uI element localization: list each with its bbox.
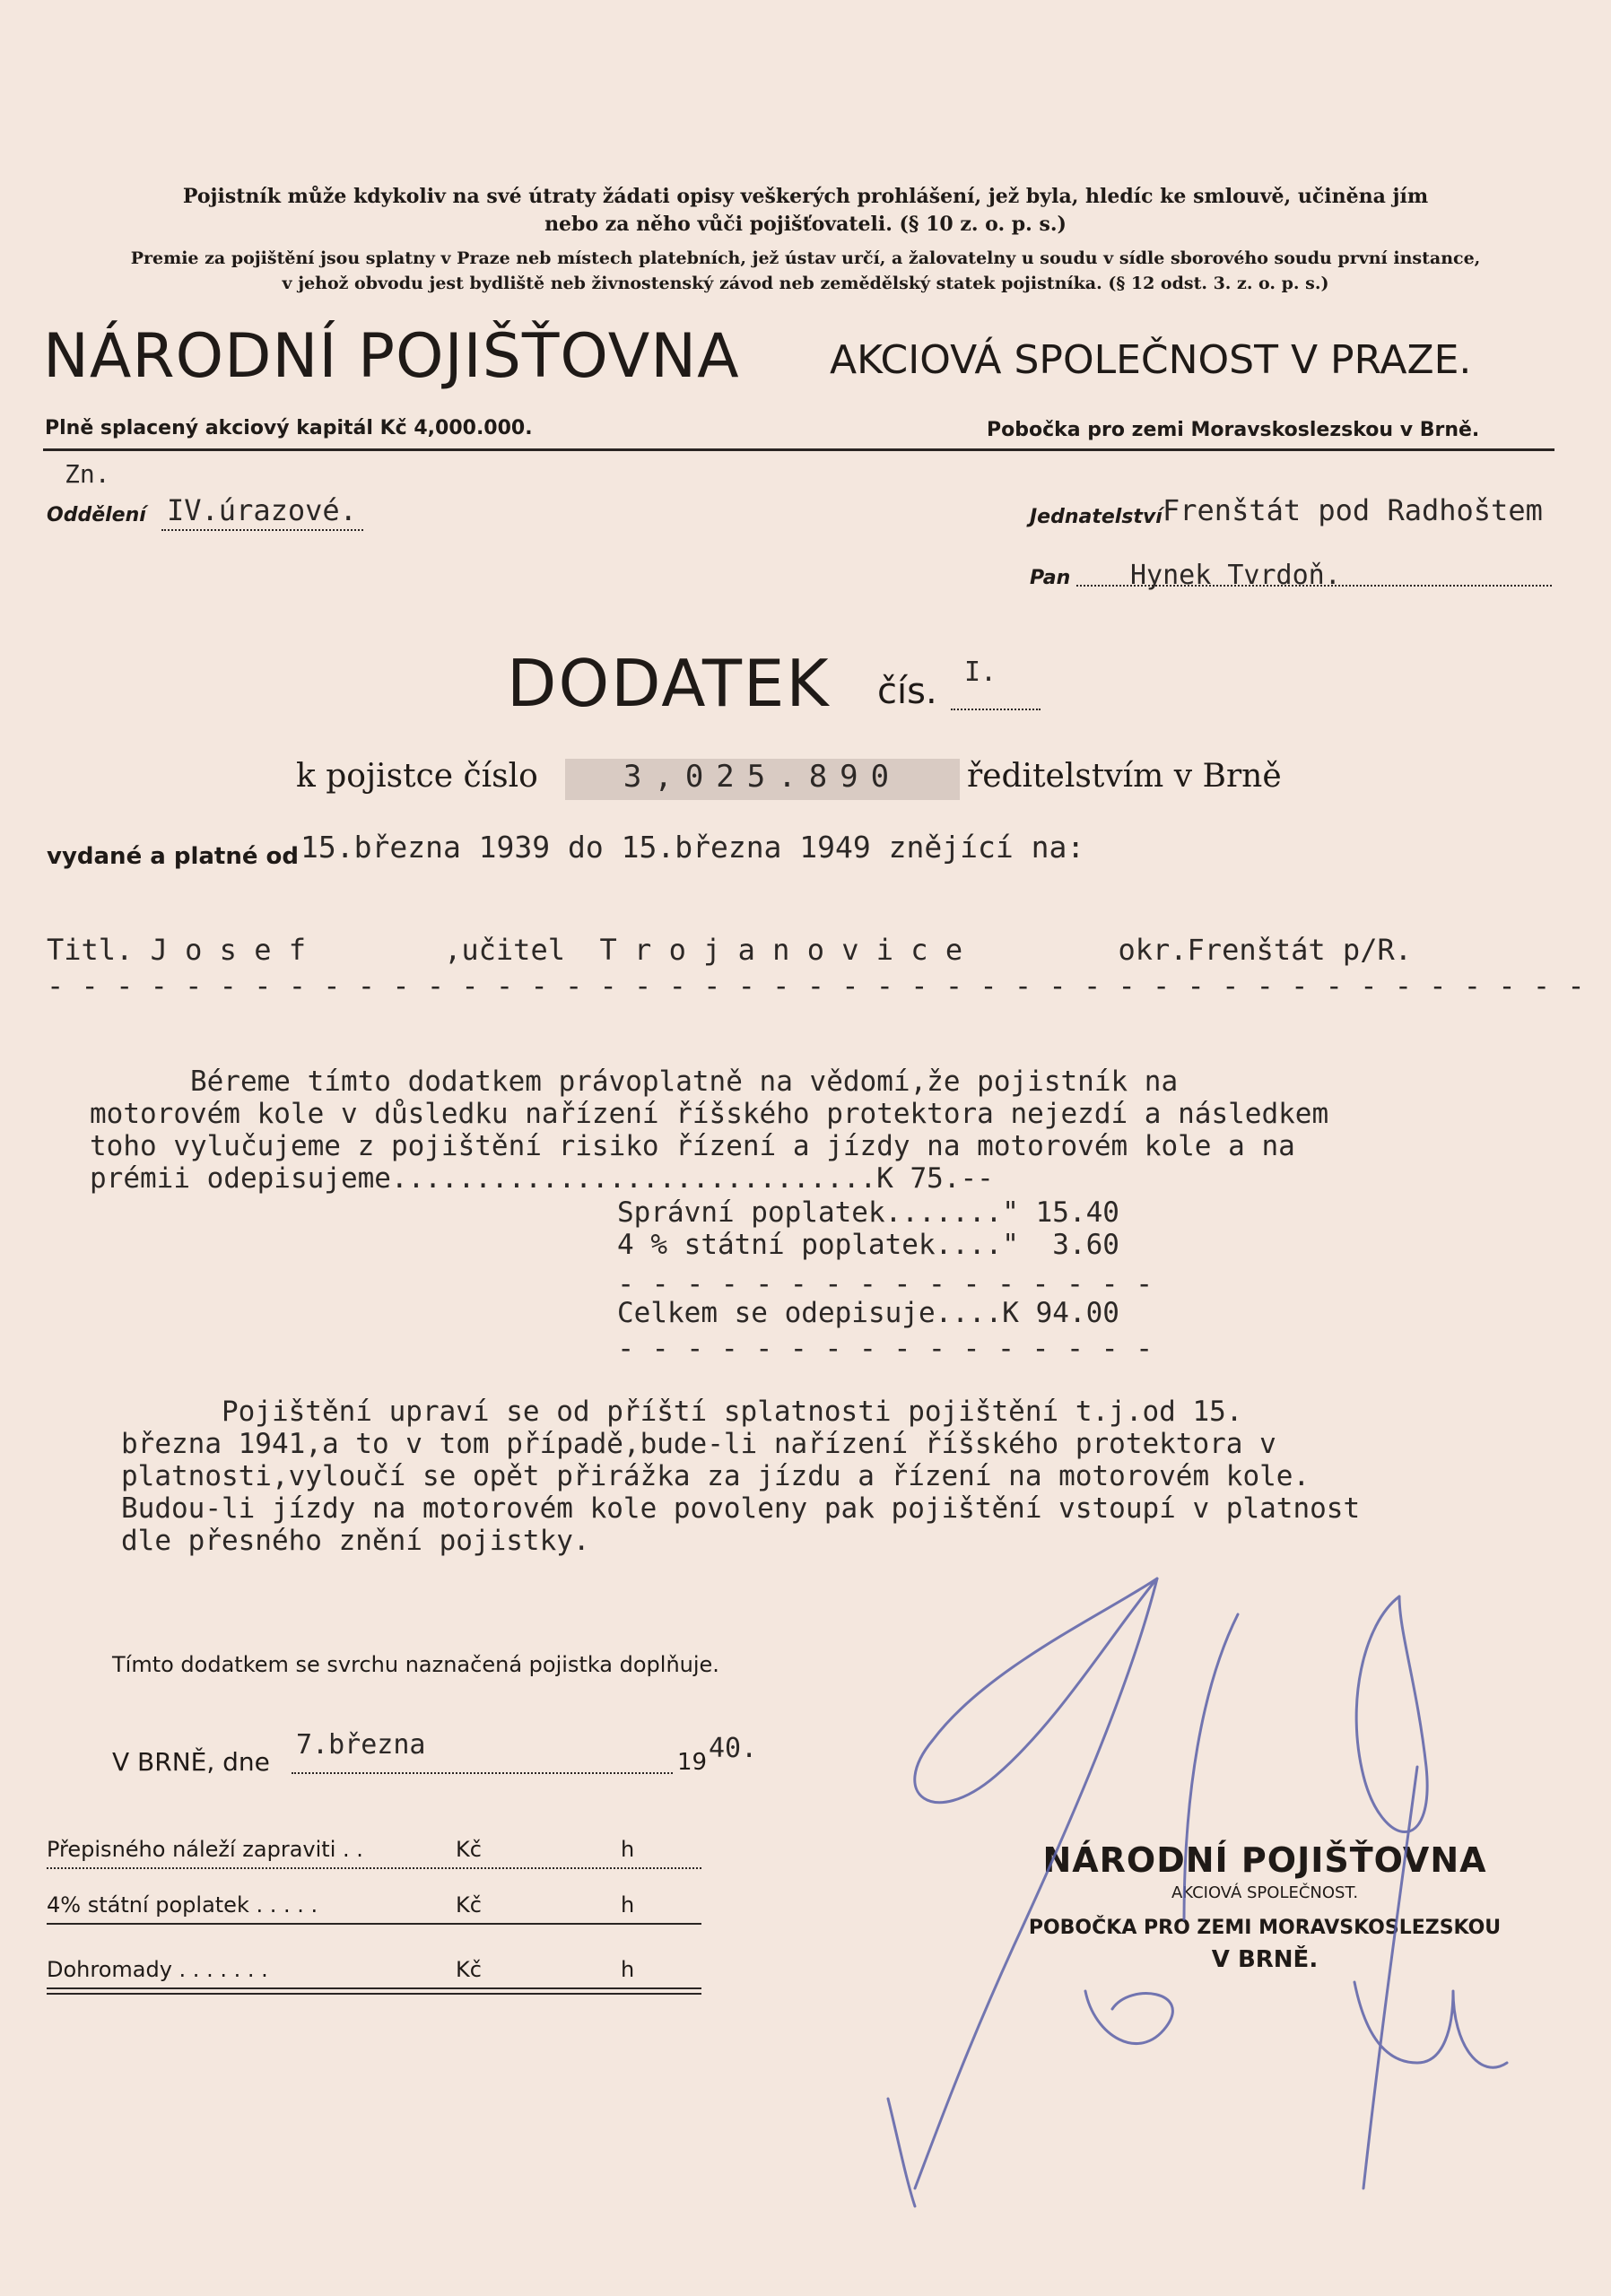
dodatek-title: DODATEK: [507, 646, 831, 721]
fee-row-label: Dohromady . . . . . . .: [47, 1957, 268, 1982]
company-name: NÁRODNÍ POJIŠŤOVNA: [43, 321, 740, 392]
paragraph-1-line: prémii odepisujeme.............................K 75.--: [90, 1162, 994, 1195]
fee-lines: [617, 1196, 1119, 1261]
cis-label: čís.: [877, 671, 937, 712]
policy-prefix: k pojistce číslo: [296, 758, 538, 795]
paragraph-2: [121, 1396, 1360, 1557]
paragraph-2-line: dle přesného znění pojistky.: [121, 1525, 590, 1557]
total-line: Celkem se odepisuje....K 94.00: [617, 1297, 1119, 1329]
fee-row-state: [47, 1892, 701, 1923]
header-note-4: v jehož obvodu jest bydliště neb živnostenský závod neb zemědělský statek pojistníka. (§ 12 odst. 3. z. o. p. s.): [282, 274, 1329, 293]
agency-label: Jednatelství: [1030, 506, 1163, 528]
fee-row-h: h: [621, 1837, 635, 1862]
cis-dotline: [951, 709, 1041, 710]
fee-row-h: h: [621, 1957, 635, 1982]
issued-value: 15.března 1939 do 15.března 1949 znějící na:: [300, 830, 1085, 865]
agency-value: Frenštát pod Radhoštem: [1163, 493, 1543, 527]
company-subtitle: AKCIOVÁ SPOLEČNOST V PRAZE.: [830, 337, 1472, 383]
fee-line-state: 4 % státní poplatek...." 3.60: [617, 1229, 1119, 1261]
paragraph-2-line: března 1941,a to v tom případě,bude-li nařízení říšského protektora v: [121, 1428, 1276, 1460]
stamp-line-4: V BRNĚ.: [1211, 1946, 1319, 1973]
paragraph-2-line: platnosti,vyloučí se opět přirážka za jízdu a řízení na motorovém kole.: [121, 1460, 1311, 1492]
header-rule: [43, 448, 1554, 451]
fee-row-currency: Kč: [456, 1892, 482, 1918]
date-value: 7.března: [296, 1729, 426, 1761]
department-dotline: [161, 529, 363, 531]
total-dash-bottom: - - - - - - - - - - - - - - - -: [617, 1331, 1154, 1365]
total-dash-top: - - - - - - - - - - - - - - - -: [617, 1266, 1154, 1300]
stamp-line-2: AKCIOVÁ SPOLEČNOST.: [1171, 1883, 1359, 1902]
paragraph-1-line: Béreme tímto dodatkem právoplatně na vědomí,že pojistník na: [90, 1065, 1179, 1098]
place-date-label: V BRNĚ, dne: [112, 1747, 270, 1777]
capital-text: Plně splacený akciový kapitál Kč 4,000.000.: [45, 417, 533, 439]
paragraph-2-line: Pojištění upraví se od příští splatnosti pojištění t.j.od 15.: [121, 1396, 1243, 1428]
fee-row-currency: Kč: [456, 1957, 482, 1982]
paragraph-1-line: motorovém kole v důsledku nařízení říšského protektora nejezdí a následkem: [90, 1098, 1329, 1130]
header-note-3: Premie za pojištění jsou splatny v Praze neb místech platebních, jež ústav určí, a žalovatelny u soudu v sídle sborového soudu první instance,: [130, 248, 1481, 268]
policy-suffix: ředitelstvím v Brně: [967, 758, 1282, 795]
fee-line-admin: Správní poplatek......." 15.40: [617, 1196, 1119, 1229]
fee-row-rule: [47, 1923, 701, 1925]
fee-row-currency: Kč: [456, 1837, 482, 1862]
fee-row-rule: [47, 1867, 701, 1869]
year-value: 40.: [709, 1733, 758, 1764]
pan-value: Hynek Tvrdoň.: [1130, 560, 1341, 591]
stamp-line-1: NÁRODNÍ POJIŠŤOVNA: [1042, 1840, 1487, 1880]
closing-statement: Tímto dodatkem se svrchu naznačená pojistka doplňuje.: [112, 1652, 719, 1677]
fee-row-transfer: [47, 1837, 701, 1867]
stamp-line-3: POBOČKA PRO ZEMI MORAVSKOSLEZSKOU: [1028, 1917, 1502, 1939]
fee-row-label: Přepisného náleží zapraviti . .: [47, 1837, 363, 1862]
fee-row-total: [47, 1957, 701, 1987]
paragraph-2-line: Budou-li jízdy na motorovém kole povoleny pak pojištění vstoupí v platnost: [121, 1492, 1361, 1525]
pan-dotline: [1076, 585, 1552, 587]
date-dotline: [292, 1772, 673, 1774]
year-prefix: 19: [677, 1749, 708, 1776]
department-label: Oddělení: [47, 504, 146, 526]
header-note-1: Pojistník může kdykoliv na své útraty žádati opisy veškerých prohlášení, jež byla, hledíc ke smlouvě, učiněna jím: [182, 185, 1429, 208]
insured-dash-rule: - - - - - - - - - - - - - - - - - - - - - - - - - - - - - - - - - - - - - - - - - - - - -: [47, 969, 1585, 1003]
fee-row-rule: [47, 1993, 701, 1995]
branch-text: Pobočka pro zemi Moravskoslezskou v Brně.: [987, 419, 1480, 441]
signature-scribble: [861, 1561, 1579, 2242]
department-value: IV.úrazové.: [167, 493, 357, 527]
zn-label: Zn.: [65, 459, 110, 489]
paragraph-1-line: toho vylučujeme z pojištění risiko řízení a jízdy na motorovém kole a na: [90, 1130, 1295, 1162]
issued-label: vydané a platné od: [47, 843, 300, 870]
fee-row-h: h: [621, 1892, 635, 1918]
cis-value: I.: [964, 657, 997, 688]
paragraph-1: [90, 1065, 1328, 1195]
fee-row-rule: [47, 1987, 701, 1989]
policy-number: 3,025.890: [565, 759, 960, 800]
fee-row-label: 4% státní poplatek . . . . .: [47, 1892, 318, 1918]
header-note-2: nebo za něho vůči pojišťovateli. (§ 10 z. o. p. s.): [544, 213, 1067, 236]
pan-label: Pan: [1030, 567, 1071, 589]
insured-line: Titl. J o s e f ,učitel T r o j a n o v i c e okr.Frenštát p/R.: [47, 933, 1412, 967]
